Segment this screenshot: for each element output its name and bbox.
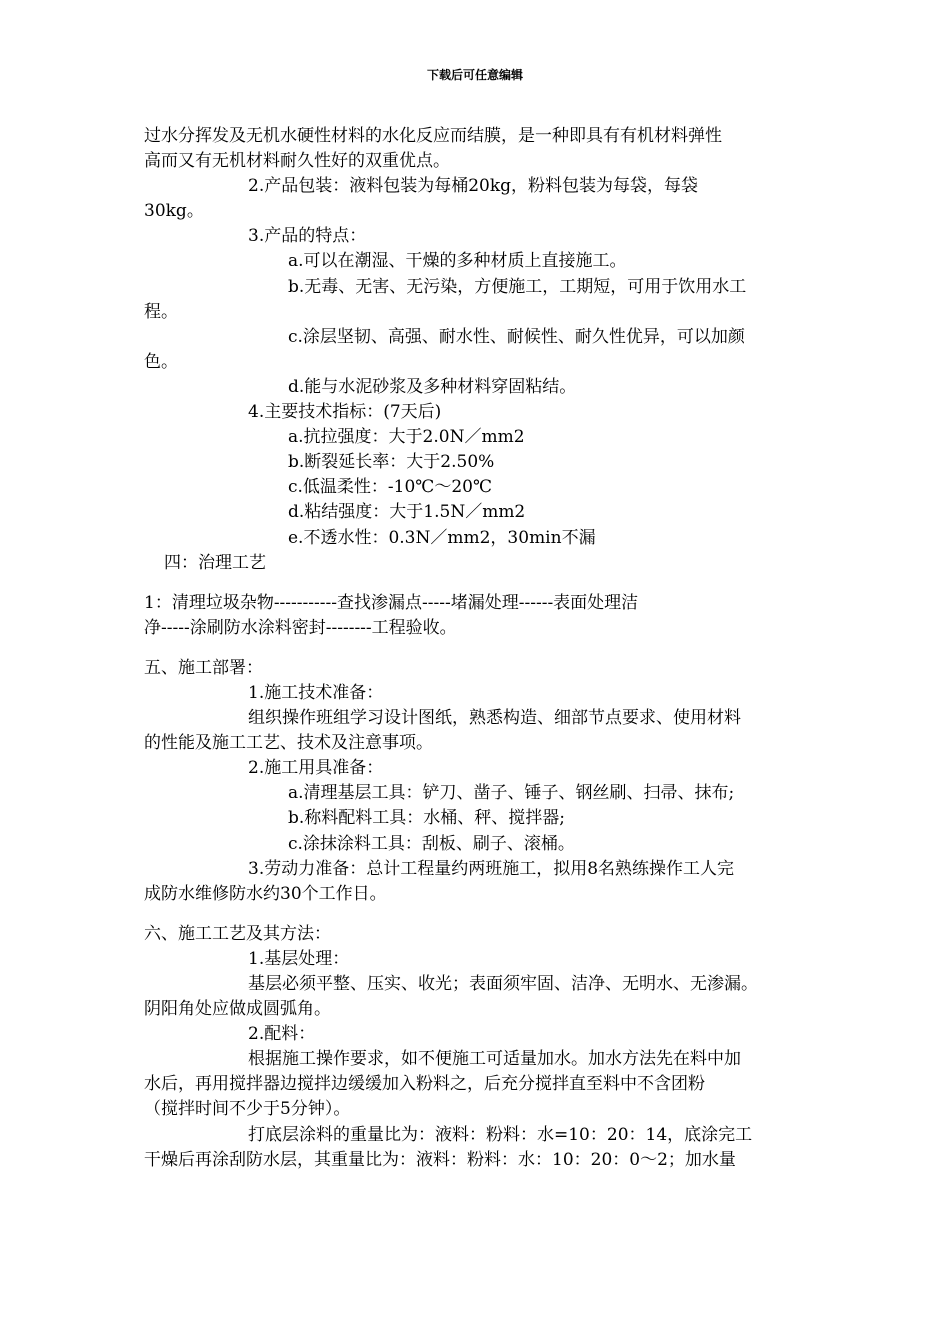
text-line: 色。	[144, 351, 178, 372]
text-line: 2.配料：	[248, 1024, 316, 1045]
section-heading: 五、施工部署：	[144, 657, 263, 678]
text-line: a.清理基层工具：铲刀、凿子、锤子、钢丝刷、扫帚、抹布;	[288, 783, 735, 804]
text-line: 打底层涂料的重量比为：液料：粉料：水=10：20：14，底涂完工	[248, 1124, 753, 1145]
text-line: 程。	[144, 301, 178, 322]
text-line: 水后，再用搅拌器边搅拌边缓缓加入粉料之，后充分搅拌直至料中不含团粉	[144, 1074, 705, 1095]
text-line: 4.主要技术指标：(7天后)	[248, 402, 442, 423]
section-heading: 四：治理工艺	[164, 552, 266, 573]
text-line: c.涂抹涂料工具：刮板、刷子、滚桶。	[288, 833, 575, 854]
text-line: 净-----涂刷防水涂料密封--------工程验收。	[144, 617, 457, 638]
text-line: b.无毒、无害、无污染，方便施工，工期短，可用于饮用水工	[288, 276, 747, 297]
text-line: 成防水维修防水约30个工作日。	[144, 883, 387, 904]
text-line: 基层必须平整、压实、收光；表面须牢固、洁净、无明水、无渗漏。	[248, 974, 758, 994]
text-line: 高而又有无机材料耐久性好的双重优点。	[144, 151, 450, 172]
text-line: d.粘结强度：大于1.5N／mm2	[288, 502, 526, 523]
text-line: a.抗拉强度：大于2.0N／mm2	[288, 427, 525, 448]
text-line: 1：清理垃圾杂物-----------查找渗漏点-----堵漏处理------表面处理洁	[144, 592, 639, 613]
text-line: c.涂层坚韧、高强、耐水性、耐候性、耐久性优异，可以加颜	[288, 326, 745, 347]
section-heading: 六、施工工艺及其方法：	[144, 923, 331, 944]
text-line: d.能与水泥砂浆及多种材料穿固粘结。	[288, 376, 577, 397]
text-line: 组织操作班组学习设计图纸，熟悉构造、细部节点要求、使用材料	[248, 708, 741, 729]
text-line: 干燥后再涂刮防水层，其重量比为：液料：粉料：水：10：20：0～2；加水量	[144, 1149, 736, 1170]
text-line: 1.基层处理：	[248, 948, 350, 969]
text-line: 阴阳角处应做成圆弧角。	[144, 999, 331, 1020]
document-body	[144, 124, 824, 1173]
text-line: a.可以在潮湿、干燥的多种材质上直接施工。	[288, 251, 627, 272]
text-line: c.低温柔性：-10℃～20℃	[288, 477, 492, 498]
text-line: b.断裂延长率：大于2.50%	[288, 452, 495, 473]
text-line: e.不透水性：0.3N／mm2，30min不漏	[288, 527, 596, 548]
text-line: 2.施工用具准备：	[248, 758, 384, 779]
text-line: b.称料配料工具：水桶、秤、搅拌器;	[288, 808, 566, 829]
text-line: 过水分挥发及无机水硬性材料的水化反应而结膜，是一种即具有有机材料弹性	[144, 126, 722, 146]
text-line: 3.劳动力准备：总计工程量约两班施工，拟用8名熟练操作工人完	[248, 858, 735, 879]
page-header: 下载后可任意编辑	[426, 68, 523, 82]
text-line: 30kg。	[144, 201, 204, 222]
text-line: （搅拌时间不少于5分钟）。	[144, 1099, 351, 1120]
text-line: 3.产品的特点：	[248, 226, 367, 247]
text-line: 根据施工操作要求，如不便施工可适量加水。加水方法先在料中加	[248, 1049, 741, 1070]
text-line: 的性能及施工工艺、技术及注意事项。	[144, 733, 433, 754]
text-line: 2.产品包装：液料包装为每桶20kg，粉料包装为每袋，每袋	[248, 176, 699, 197]
text-line: 1.施工技术准备：	[248, 682, 384, 703]
